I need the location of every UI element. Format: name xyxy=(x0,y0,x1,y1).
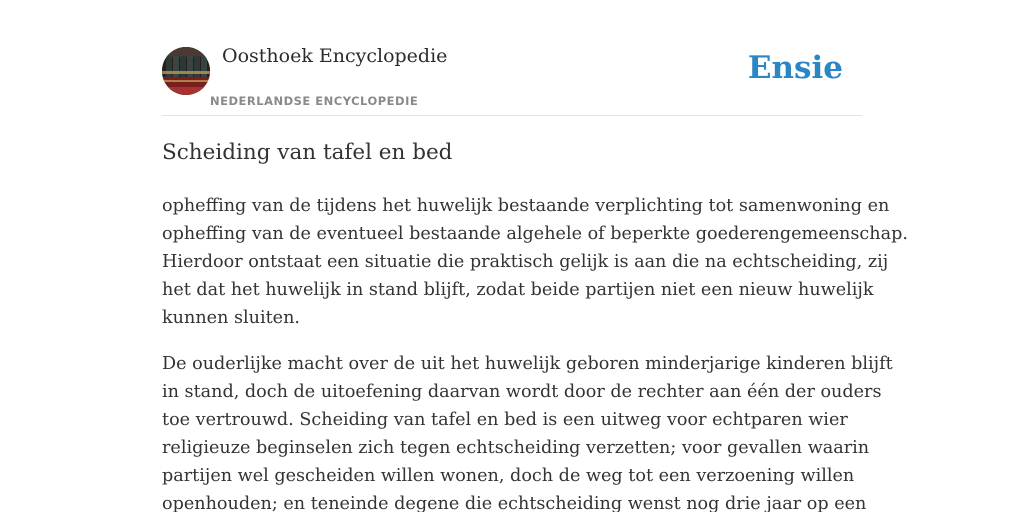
paragraph-line: het dat het huwelijk in stand blijft, zodat beide partijen niet een nieuw huwelijk xyxy=(162,280,874,300)
paragraph-line: kunnen sluiten. xyxy=(162,308,301,328)
paragraph-line: De ouderlijke macht over de uit het huwelijk geboren minderjarige kinderen blijft xyxy=(162,354,893,374)
paragraph-line: Hierdoor ontstaat een situatie die praktisch gelijk is aan die na echtscheiding, zij xyxy=(162,252,889,272)
site-subtitle: NEDERLANDSE ENCYCLOPEDIE xyxy=(210,94,419,108)
paragraph-line: religieuze beginselen zich tegen echtscheiding verzetten; voor gevallen waarin xyxy=(162,438,870,458)
paragraph-line: openhouden; en teneinde degene die echtscheiding wenst nog drie jaar op een xyxy=(162,494,867,512)
paragraph-line: toe vertrouwd. Scheiding van tafel en bed is een uitweg voor echtparen wier xyxy=(162,410,848,430)
site-header xyxy=(162,0,862,116)
article-paragraph xyxy=(162,192,908,332)
paragraph-line: partijen wel gescheiden willen wonen, doch de weg tot een verzoening willen xyxy=(162,466,855,486)
article-body xyxy=(162,192,908,512)
site-title-link[interactable]: Oosthoek Encyclopedie xyxy=(222,45,448,67)
article-title: Scheiding van tafel en bed xyxy=(162,140,453,165)
paragraph-line: in stand, doch de uitoefening daarvan wordt door de rechter aan één der ouders xyxy=(162,382,882,402)
paragraph-line: opheffing van de eventueel bestaande algehele of beperkte goederengemeenschap. xyxy=(162,224,908,244)
article-paragraph xyxy=(162,350,893,512)
brand-logo-link[interactable]: Ensie xyxy=(747,50,843,86)
paragraph-line: opheffing van de tijdens het huwelijk bestaande verplichting tot samenwoning en xyxy=(162,196,890,216)
encyclopedia-logo-icon[interactable] xyxy=(162,47,210,95)
